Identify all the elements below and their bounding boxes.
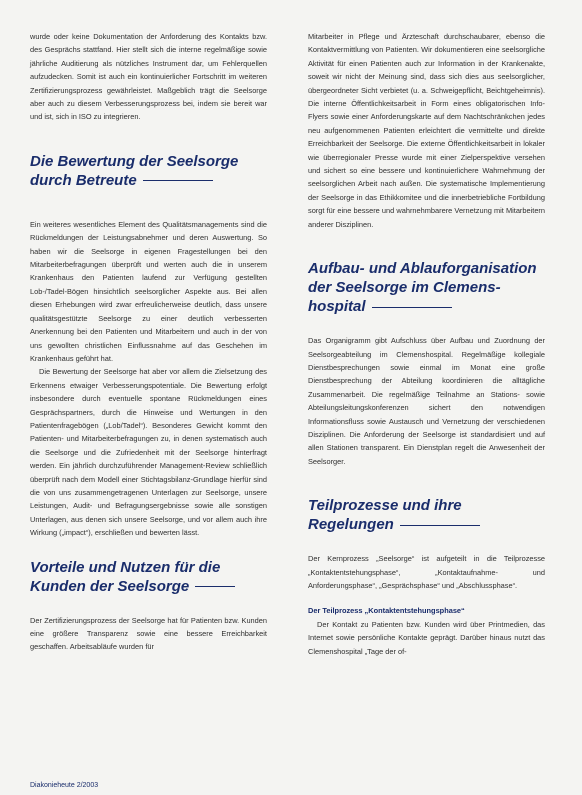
heading-rule bbox=[143, 180, 213, 181]
section-heading bbox=[308, 496, 545, 534]
paragraph: Ein weiteres wesentliches Element des Qualitätsmanagements sind die Rückmeldungen der Leistungsabnehmer und deren Auswertung. So haben wir die Seelsorge in eigenen Fragestellungen bei den Mitarbeiterbefragungen überprüft und werten auch die in unserem Krankenhaus den Patienten laufend zur Verfügung gestellten Lob-/Tadel-Bögen hinsichtlich seelsorglicher Aspekte aus. Bei allen diesen Erhebungen wird zwar erfreulicherweise deutlich, dass unsere qualitätsgestützte Seelsorge zu einer deutlich verbesserten Anerkennung bei den Patienten und Mitarbeitern und auch in der von uns gewollten christlichen Einflussnahme auf das Geschehen im Krankenhaus geführt hat. bbox=[30, 219, 267, 363]
heading-text: Die Bewertung der Seelsorge durch Betreute bbox=[30, 152, 239, 189]
section-heading bbox=[30, 558, 267, 596]
paragraph: Der Kernprozess „Seelsorge“ ist aufgeteilt in die Teilprozesse „Kontaktentstehungsphase“, „Kontaktaufnahme- und Anforderungsphase“, „Gesprächsphase“ und „Abschlussphase“. bbox=[308, 554, 545, 590]
paragraph: Die Bewertung der Seelsorge hat aber vor allem die Zielsetzung des Erkennens etwaiger Verbesserungspotentiale. Die Bewertung erfolgt insbesondere durch eventuelle spontane Rückmeldungen eines Gesprächspartners, durch die Hinweise und Wertungen in den Patientenfragebögen („Lob/Tadel“). Besonderes Gewicht kommt den Patienten- und Mitarbeiterbefragungen zu, in denen systematisch auch die Seelsorge und die Zufriedenheit mit der Seelsorge hinterfragt werden. Ein jährlich durchzuführender Management-Review schließlich überprüft nach dem Modell einer Stichtagsbilanz-Grundlage hierfür sind die von uns zusammengetragenen Unterlagen zur Seelsorge, unsere Leistungen, Audit- und Befragungsergebnisse sowie alle sonstigen Unterlagen, aus denen sich unsere Seelsorge, und vor allem auch ihre Wirkung („impact“), erschließen und bewerten lässt. bbox=[30, 367, 267, 538]
paragraph: Der Zertifizierungsprozess der Seelsorge hat für Patienten bzw. Kunden eine größere Transparenz sowie eine bessere Erreichbarkeit geschaffen. Arbeitsabläufe wurden für bbox=[30, 615, 267, 652]
heading-rule bbox=[195, 586, 235, 587]
section-heading bbox=[308, 259, 545, 316]
heading-text: Aufbau- und Ablauforganisation der Seelsorge im Clemens-hospital bbox=[308, 260, 537, 316]
left-column bbox=[30, 30, 267, 654]
right-column bbox=[308, 30, 545, 658]
section-heading bbox=[30, 152, 267, 190]
heading-rule bbox=[400, 525, 480, 526]
paragraph: Mitarbeiter in Pflege und Ärzteschaft durchschaubarer, ebenso die Kontaktvermittlung von Patienten. Wir dokumentieren eine seelsorgliche Aktivität für einen Patienten auch zur Information in der Krankenakte, soweit wir nicht der Meinung sind, dass sich dies aus seelsorglicher, übergeordneter Sicht verbietet (u. a. Schweigepflicht, Beichtgeheimnis). Die interne Öffentlichkeitsarbeit in Form eines obligatorischen Info-Flyers sowie einer Anforderungskarte auf dem Nachtschränkchen jedes neu aufgenommenen Patienten erleichtert die vermittelte und direkte Erreichbarkeit der Seelsorge. Die externe Öffentlichkeitsarbeit in lokaler wie überregionaler Presse wurde mit einer Zielperspektive versehen und sichert so eine bessere und kontinuierlichere Wahrnehmung der seelsorglichen Arbeit nach außen. Die systematische Implementierung der Seelsorge in das Ethikkomitee und die innerbetriebliche Fortbildung sorgt für eine bessere und wahrnehmbarere Vernetzung mit Mitarbeitern anderer Disziplinen. bbox=[308, 32, 545, 229]
paragraph: wurde oder keine Dokumentation der Anforderung des Kontakts bzw. des Gesprächs stattfand. Hier stellt sich die interne regelmäßige sowie jährliche Auditierung als nützliches Instrument dar, um Fehlerquellen aufzudecken. Somit ist auch ein kontinuierlicher Fortschritt im weiteren Zertifizierungsprozess gewährleistet. Maßgeblich trägt die Seelsorge aber auch zu diesem Verbesserungsprozess bei, indem sie bereit war und ist, sich in ISO zu integrieren. bbox=[30, 32, 267, 122]
paragraph: Der Kontakt zu Patienten bzw. Kunden wird über Printmedien, das Internet sowie persönliche Kontakte geprägt. Darüber hinaus nutzt das Clemenshospital „Tage der of- bbox=[308, 619, 545, 656]
heading-text: Teilprozesse und ihre Regelungen bbox=[308, 497, 462, 534]
heading-text: Vorteile und Nutzen für die Kunden der Seelsorge bbox=[30, 558, 221, 595]
subheading: Der Teilprozess „Kontaktentstehungsphase“ bbox=[308, 606, 465, 616]
page-footer: Diakonieheute 2/2003 bbox=[30, 782, 99, 789]
heading-rule bbox=[372, 307, 452, 308]
paragraph: Das Organigramm gibt Aufschluss über Aufbau und Zuordnung der Seelsorgeabteilung im Clemenshospital. Regelmäßige kollegiale Dienstbesprechungen sowie einmal im Monat eine große Dienstbesprechung der Abteilung koordinieren die alltägliche Zusammenarbeit. Die regelmäßige Teilnahme an Stations- sowie Abteilungsleitungskonferenzen sichert den notwendigen Informationsfluss sowie Austausch und Vernetzung der verschiedenen Disziplinen. Die Anforderung der Seelsorge ist standardisiert und auf allen Stationen transparent. Ein Dienstplan regelt die Anwesenheit der Seelsorger. bbox=[308, 336, 545, 466]
